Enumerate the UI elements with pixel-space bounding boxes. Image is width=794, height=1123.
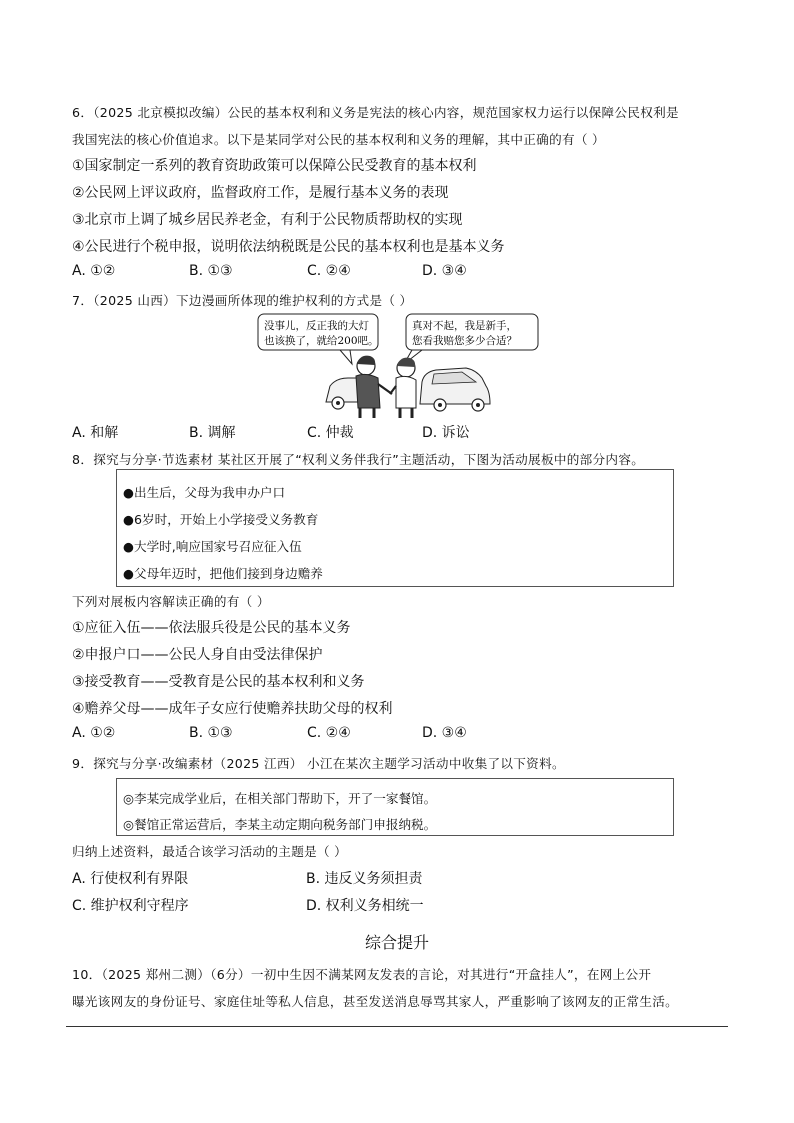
board-item-3: ●大学时,响应国家号召应征入伍: [123, 539, 302, 554]
q7-comic: [264, 310, 548, 418]
bubble-left-line2: 也该换了，就给200吧。: [264, 335, 379, 347]
comic-illustration: [264, 310, 548, 418]
q6-option-4: ④公民进行个税申报，说明依法纳税既是公民的基本权利也是基本义务: [72, 239, 505, 255]
q8-choice-d[interactable]: D. ③④: [422, 725, 467, 741]
q8-option-4: ④赡养父母——成年子女应行使赡养扶助父母的权利: [72, 701, 393, 717]
board-item-2: ●6岁时，开始上小学接受义务教育: [123, 512, 319, 527]
bubble-tail-left: [340, 350, 352, 364]
board-item-1: ●出生后，父母为我申办户口: [123, 485, 286, 500]
q8-option-1: ①应征入伍——依法服兵役是公民的基本义务: [72, 620, 351, 636]
q9-material-box: [116, 778, 674, 836]
q8-stem: 8．探究与分享·节选素材 某社区开展了“权利义务伴我行”主题活动，下图为活动展板中的部分内容。: [72, 452, 645, 467]
person-right-icon: [390, 358, 416, 418]
q9-question: 归纳上述资料，最适合该学习活动的主题是（ ）: [72, 844, 348, 859]
q7-stem: 7．（2025 山西）下边漫画所体现的维护权利的方式是（ ）: [72, 293, 413, 308]
q10-stem-line1: 10．（2025 郑州二测）（6分）一初中生因不满某网友发表的言论，对其进行“开盒挂人”，在网上公开: [72, 967, 652, 982]
q6-stem-line2: 我国宪法的核心价值追求。以下是某同学对公民的基本权利和义务的理解，其中正确的有（ ）: [72, 132, 605, 147]
footer-divider: [66, 1026, 728, 1027]
q8-option-2: ②申报户口——公民人身自由受法律保护: [72, 647, 323, 663]
board-item-4: ●父母年迈时，把他们接到身边赡养: [123, 566, 323, 581]
q6-choice-a[interactable]: A. ①②: [72, 263, 116, 279]
q8-option-3: ③接受教育——受教育是公民的基本权利和义务: [72, 674, 365, 690]
q6-choice-b[interactable]: B. ①③: [189, 263, 233, 279]
q6-stem-line1: 6．（2025 北京模拟改编）公民的基本权利和义务是宪法的核心内容，规范国家权力运行以保障公民权利是: [72, 105, 679, 120]
q8-choice-b[interactable]: B. ①③: [189, 725, 233, 741]
q10-stem-line2: 曝光该网友的身份证号、家庭住址等私人信息，甚至发送消息辱骂其家人，严重影响了该网友的正常生活。: [72, 994, 679, 1009]
bubble-right-line2: 您看我赔您多少合适？: [412, 335, 517, 347]
bubble-right-line1: 真对不起，我是新手，: [412, 320, 517, 332]
q8-question: 下列对展板内容解读正确的有（ ）: [72, 594, 270, 609]
bubble-left-line1: 没事儿，反正我的大灯: [264, 320, 369, 332]
car-right-icon: [420, 368, 490, 411]
q9-choice-c[interactable]: C. 维护权利守程序: [72, 898, 189, 914]
q6-option-1: ①国家制定一系列的教育资助政策可以保障公民受教育的基本权利: [72, 158, 477, 174]
q9-choice-b[interactable]: B. 违反义务须担责: [306, 871, 423, 887]
material-item-2: ◎餐馆正常运营后，李某主动定期向税务部门申报纳税。: [123, 817, 437, 832]
q9-choice-d[interactable]: D. 权利义务相统一: [306, 898, 424, 914]
q7-choice-d[interactable]: D. 诉讼: [422, 425, 470, 441]
q7-choice-c[interactable]: C. 仲裁: [307, 425, 354, 441]
q8-choice-c[interactable]: C. ②④: [307, 725, 351, 741]
q6-choice-c[interactable]: C. ②④: [307, 263, 351, 279]
q6-option-3: ③北京市上调了城乡居民养老金，有利于公民物质帮助权的实现: [72, 212, 463, 228]
q6-option-2: ②公民网上评议政府，监督政府工作，是履行基本义务的表现: [72, 185, 449, 201]
q9-choice-a[interactable]: A. 行使权利有界限: [72, 871, 189, 887]
q7-choice-a[interactable]: A. 和解: [72, 425, 119, 441]
section-title: 综合提升: [364, 933, 429, 952]
q9-stem: 9．探究与分享·改编素材（2025 江西） 小江在某次主题学习活动中收集了以下资料。: [72, 756, 565, 771]
person-left-icon: [356, 356, 392, 418]
q8-display-board: [116, 469, 674, 587]
q6-choice-d[interactable]: D. ③④: [422, 263, 467, 279]
q7-choice-b[interactable]: B. 调解: [189, 425, 236, 441]
q8-choice-a[interactable]: A. ①②: [72, 725, 116, 741]
material-item-1: ◎李某完成学业后，在相关部门帮助下，开了一家餐馆。: [123, 791, 437, 806]
